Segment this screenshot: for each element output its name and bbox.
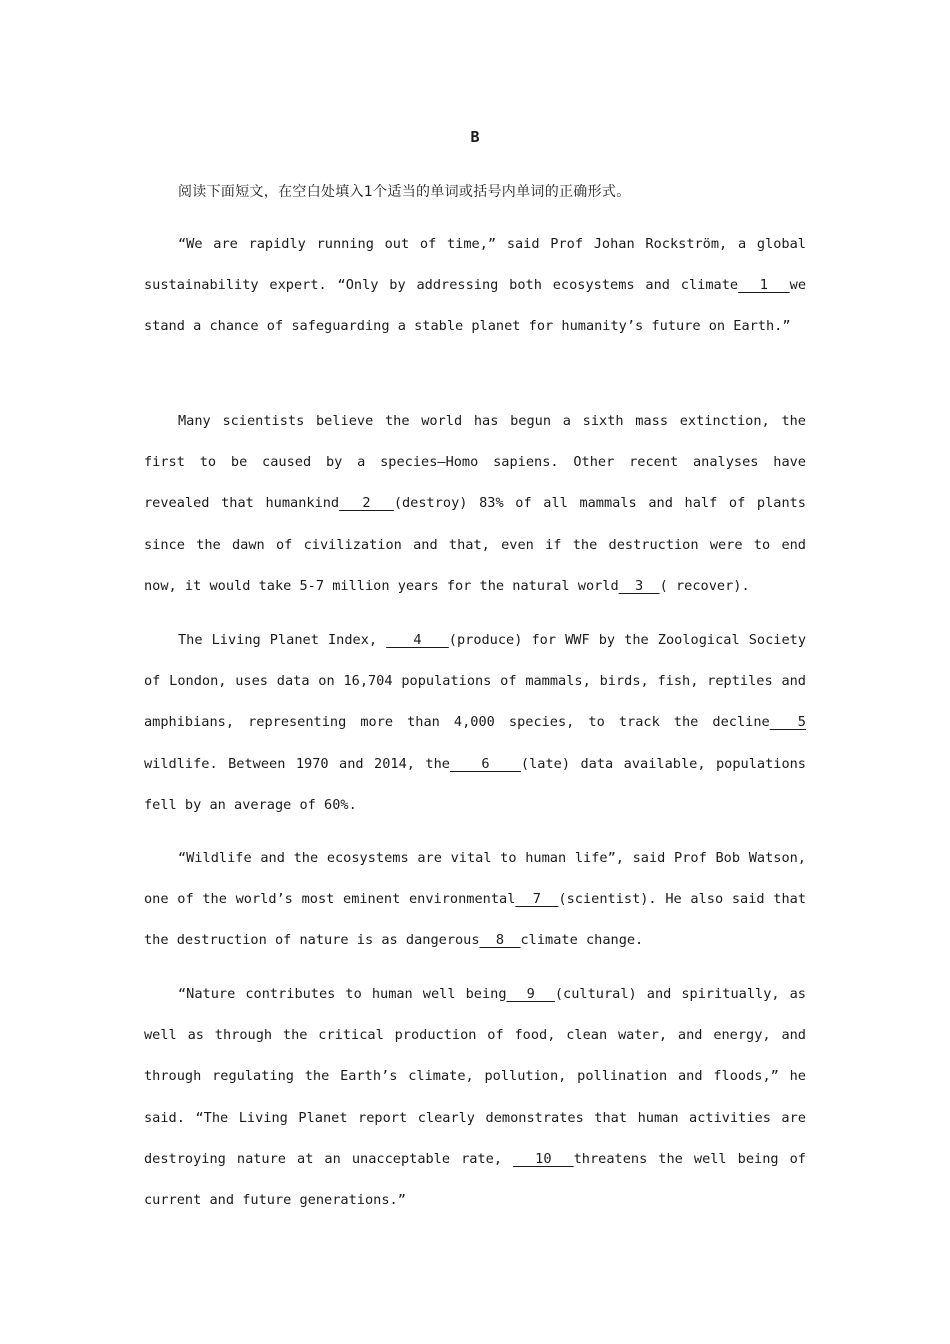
paragraph-3 xyxy=(144,620,806,826)
text-segment: climate change. xyxy=(520,932,644,949)
text-segment: we stand a chance of safeguarding a stable planet for humanity’s future on Earth.” xyxy=(144,277,807,335)
text-segment: Many scientists believe the world has begun a sixth mass extinction, the first to be caused by a species—Homo sapiens. Other recent analyses have revealed that humankind xyxy=(144,413,806,512)
blank-2: 2 xyxy=(339,495,394,512)
text-segment: (produce) for WWF by the Zoological Society of London, uses data on 16,704 populations of mammals, birds, fish, reptiles and amphibians, representing more than 4,000 species, to track the decline xyxy=(144,632,806,731)
text-segment: “We are rapidly running out of time,” said Prof Johan Rockström, a global sustainability expert. “Only by addressing both ecosystems and climate xyxy=(144,236,806,294)
paragraph-2 xyxy=(144,401,806,607)
exercise-instruction: 阅读下面短文，在空白处填入1个适当的单词或括号内单词的正确形式。 xyxy=(178,184,631,200)
text-segment: (destroy) 83% of all mammals and half of plants since the dawn of civilization and that, even if the destruction were to end now, it would take 5-7 million years for the natural world xyxy=(144,495,806,594)
blank-5: 5 xyxy=(769,714,806,731)
text-segment: “Nature contributes to human well being xyxy=(178,986,507,1002)
paragraph-4 xyxy=(144,838,806,962)
blank-7: 7 xyxy=(515,891,559,908)
blank-1: 1 xyxy=(738,277,790,294)
text-segment: wildlife. Between 1970 and 2014, the xyxy=(144,755,450,772)
blank-6: 6 xyxy=(450,755,521,772)
text-segment: The Living Planet Index, xyxy=(178,632,378,648)
section-heading: B xyxy=(470,128,480,146)
text-segment: (late) data available, populations fell by an average of 60%. xyxy=(144,755,806,813)
blank-8: 8 xyxy=(479,932,521,949)
text-segment: ( recover). xyxy=(659,577,750,594)
paragraph-1 xyxy=(144,224,806,348)
blank-10: 10 xyxy=(513,1150,574,1167)
text-segment: (scientist). He also said that the destruction of nature is as dangerous xyxy=(144,891,807,949)
blank-3: 3 xyxy=(618,577,660,594)
paragraph-5 xyxy=(144,974,806,1221)
blank-9: 9 xyxy=(506,986,555,1002)
text-segment: threatens the well being of current and future generations.” xyxy=(144,1150,806,1209)
text-segment: “Wildlife and the ecosystems are vital to human life”, said Prof Bob Watson, one of the world’s most eminent environmental xyxy=(144,850,806,908)
text-segment: (cultural) and spiritually, as well as through the critical production of food, clean water, and energy, and through regulating the Earth’s climate, pollution, pollination and floods,” he said. “The Living Planet report clearly demonstrates that human activities are destroying nature at an unacceptable rate, xyxy=(144,986,806,1167)
blank-4: 4 xyxy=(386,632,449,648)
